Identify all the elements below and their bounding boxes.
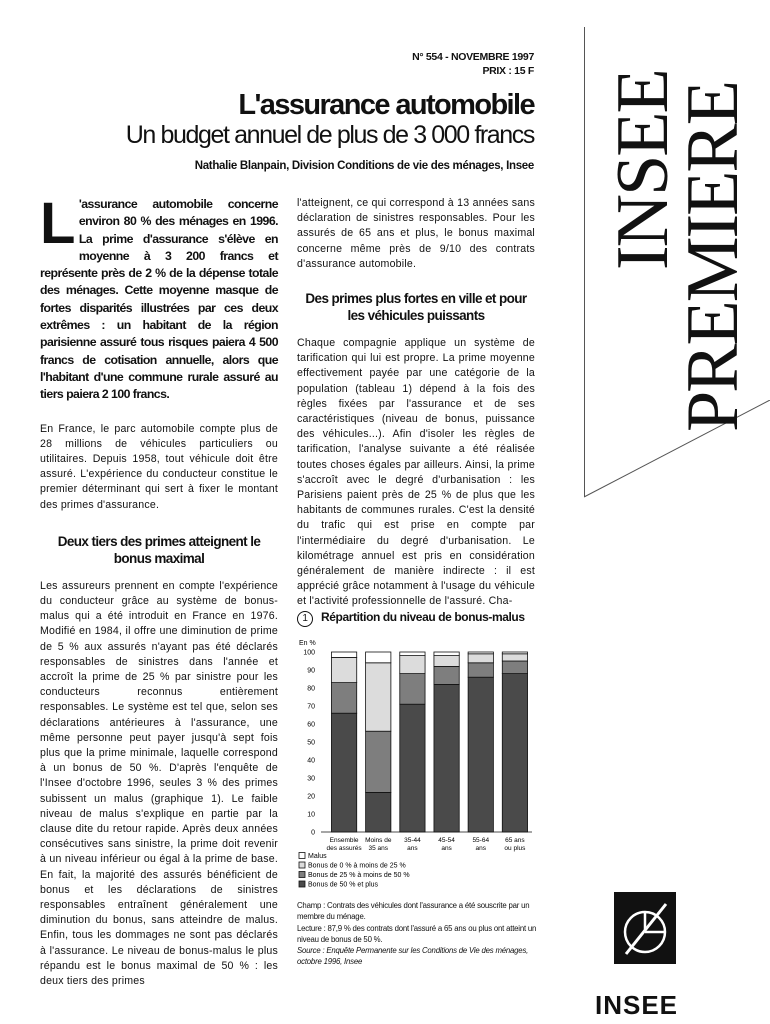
- column-left: [40, 191, 278, 989]
- y-tick-label: 100: [303, 649, 315, 657]
- lead-paragraph: [40, 191, 278, 404]
- y-tick-label: 30: [307, 775, 315, 783]
- column-right: [297, 196, 535, 610]
- bar-segment: [366, 663, 391, 731]
- bar-segment: [400, 704, 425, 832]
- x-tick-label: ans: [407, 845, 418, 852]
- insee-logo-text: INSEE: [595, 990, 679, 1020]
- legend-swatch: [299, 853, 305, 859]
- brand-vertical-1: INSEE: [602, 70, 684, 270]
- lead-text: 'assurance automobile concerne environ 80 % des ménages en 1996. La prime d'assurance s'élève en moyenne à 3 200 francs et représente près de 2 % de la dépense totale des ménages. Cette moyenne masque de fortes disparités illustrées par ces deux extrêmes : un habitant de la région parisienne assuré tous risques paiera 4 500 francs de cotisation annuelle, alors que l'habitant d'une commune rurale assuré au tiers paiera 2 100 francs.: [40, 197, 278, 402]
- figure-number: 1: [297, 611, 313, 627]
- legend-swatch: [299, 872, 305, 878]
- y-tick-label: 40: [307, 757, 315, 765]
- bar-segment: [331, 652, 356, 657]
- x-tick-label: 35 ans: [368, 845, 389, 852]
- body-paragraph: Chaque compagnie applique un système de tarification qui lui est propre. La prime moyenne effectivement payée par une catégorie de la population (tableau 1) dépend à la fois des règles fixées par l'assurance et de ses caractéristiques (niveau de bonus, puissance des véhicules...). Afin d'isoler les règles de tarification, l'analyse suivante a été réalisée toutes choses égales par ailleurs. Ainsi, la prime s'accroît avec le degré d'urbanisation : les Parisiens paient près de 25 % de plus que les habitants de communes rurales. C'est la densité du trafic qui est prise en compte par l'intermédiaire du degré d'urbanisation. Le kilométrage annuel est pris en considération généralement de manière indirecte : il est apprécié grâce notamment à l'usage du véhicule et l'activité professionnelle de l'assuré. Cha-: [297, 337, 535, 608]
- x-tick-label: 45-54: [438, 837, 455, 844]
- bar-segment: [502, 654, 527, 661]
- bar-segment: [468, 677, 493, 832]
- figure-title-text: Répartition du niveau de bonus-malus: [321, 610, 525, 624]
- bar-segment: [468, 652, 493, 654]
- bar-segment: [331, 713, 356, 832]
- legend-label: Bonus de 25 % à moins de 50 %: [308, 872, 410, 879]
- brand-vertical-2: PREMIERE: [672, 82, 754, 432]
- bar-segment: [400, 652, 425, 656]
- issue-info: [412, 50, 534, 78]
- bonus-malus-chart: [297, 636, 537, 898]
- bar-segment: [366, 731, 391, 792]
- y-tick-label: 20: [307, 793, 315, 801]
- note-scope: Champ : Contrats des véhicules dont l'assurance a été souscrite par un membre du ménage.: [297, 901, 530, 922]
- bar-segment: [434, 656, 459, 667]
- body-paragraph: En France, le parc automobile compte plus de 28 millions de véhicules particuliers ou utilitaires. Depuis 1958, tout véhicule doit être assuré. L'expérience du conducteur constitue le premier déterminant qui sert à fixer le montant des primes d'assurance.: [40, 422, 278, 511]
- figure-notes: [297, 900, 542, 968]
- bar-segment: [468, 663, 493, 677]
- section-heading: Deux tiers des primes atteignent le bonus maximal: [57, 533, 261, 566]
- legend-label: Malus: [308, 853, 327, 860]
- y-tick-label: 50: [307, 739, 315, 747]
- bar-segment: [502, 661, 527, 674]
- section-heading: Des primes plus fortes en ville et pour les véhicules puissants: [305, 291, 527, 324]
- y-tick-label: 90: [307, 667, 315, 675]
- y-axis-label: En %: [299, 640, 316, 647]
- legend-swatch: [299, 881, 305, 887]
- body-paragraph: l'atteignent, ce qui correspond à 13 années sans déclaration de sinistres responsables. Pour les assurés de 65 ans et plus, le bonus maximal concerne même près de 9/10 des contrats d'assurance automobile.: [297, 197, 535, 270]
- x-tick-label: 65 ans: [505, 837, 525, 844]
- bar-segment: [400, 674, 425, 705]
- page-subtitle: Un budget annuel de plus de 3 000 francs: [125, 121, 534, 149]
- issue-price: PRIX : 15 F: [482, 65, 534, 77]
- y-tick-label: 10: [307, 811, 315, 819]
- legend-label: Bonus de 50 % et plus: [308, 881, 379, 889]
- x-tick-label: des assurés: [326, 845, 362, 852]
- y-tick-label: 0: [311, 829, 315, 837]
- figure-title: [297, 610, 525, 627]
- bar-segment: [434, 652, 459, 656]
- bar-segment: [502, 652, 527, 654]
- bar-segment: [331, 683, 356, 714]
- x-tick-label: ou plus: [504, 845, 526, 852]
- x-tick-label: 55-64: [472, 837, 490, 844]
- note-source: Source : Enquête Permanente sur les Conditions de Vie des ménages, octobre 1996, Insee: [297, 946, 529, 967]
- bar-segment: [502, 674, 527, 832]
- x-tick-label: 35-44: [404, 837, 421, 844]
- issue-number: N° 554 - NOVEMBRE 1997: [412, 51, 534, 63]
- drop-cap: L: [40, 191, 75, 256]
- bar-segment: [366, 652, 391, 663]
- note-reading: Lecture : 87,9 % des contrats dont l'assuré a 65 ans ou plus ont atteint un niveau de bonus de 50 %.: [297, 923, 537, 944]
- bar-segment: [434, 684, 459, 832]
- x-tick-label: Ensemble: [329, 837, 359, 844]
- bar-segment: [400, 656, 425, 674]
- x-tick-label: ans: [475, 845, 486, 852]
- bar-segment: [366, 792, 391, 832]
- y-tick-label: 60: [307, 721, 315, 729]
- bar-segment: [468, 654, 493, 663]
- bar-segment: [434, 666, 459, 684]
- x-tick-label: Moins de: [365, 837, 392, 844]
- legend-label: Bonus de 0 % à moins de 25 %: [308, 862, 406, 870]
- insee-logo-icon: [614, 892, 676, 964]
- y-tick-label: 80: [307, 685, 315, 693]
- bar-segment: [331, 657, 356, 682]
- x-tick-label: ans: [441, 845, 452, 852]
- legend-swatch: [299, 862, 305, 868]
- author-line: Nathalie Blanpain, Division Conditions de vie des ménages, Insee: [194, 160, 534, 172]
- body-paragraph: Les assureurs prennent en compte l'expérience du conducteur grâce au système de bonus-malus qui a été introduit en France en 1976. Modifié en 1984, il offre une diminution de prime de 5 % aux assurés n'ayant pas été déclarés responsables de sinistres dans l'année et accroît la prime de 25 % par sinistre pour les conducteurs reconnus entièrement responsables. Le système est tel que, selon ses déclarations antérieures à l'assurance, une même personne peut payer jusqu'à sept fois plus que la prime minimale, laquelle correspond à un bonus de 50 %. D'après l'enquête de l'Insee d'octobre 1996, seules 3 % des primes subissent un malus (graphique 1). Le faible niveau de malus s'explique en partie par la clause dite du retour rapide. Après deux années consécutives sans sinistre, la prime doit revenir à un niveau inférieur ou égal à la prime de base. En fait, la majorité des assurés bénéficient de bonus et les déclarations de sinistres responsables entraînent généralement une diminution du bonus, sans atteindre de malus. Enfin, tous les dommages ne sont pas déclarés à l'assurance. Le niveau de bonus-malus le plus répandu est le bonus maximal de 50 % : les deux tiers des primes: [40, 579, 278, 988]
- page-title: L'assurance automobile: [238, 89, 534, 121]
- y-tick-label: 70: [307, 703, 315, 711]
